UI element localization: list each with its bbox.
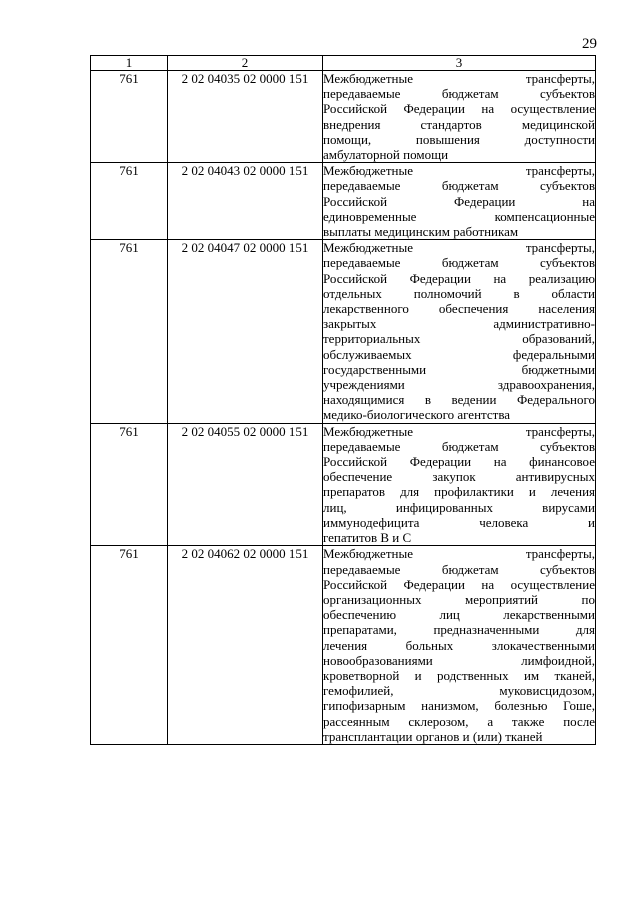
table-row [91, 546, 596, 745]
description-line: Российской Федерации на [323, 193, 595, 209]
description-line: выплаты медицинским работникам [323, 224, 519, 240]
description-line: государственными бюджетными [323, 361, 595, 377]
description-line: иммунодефицита человека и [323, 514, 595, 530]
budget-classification-code-cell: 2 02 04043 02 0000 151 [168, 163, 323, 240]
admin-code-cell: 761 [91, 71, 168, 163]
budget-classification-code-cell: 2 02 04055 02 0000 151 [168, 423, 323, 546]
description-line: помощи, повышения доступности [323, 131, 595, 147]
description-line: обслуживаемых федеральными [323, 346, 595, 362]
description-line: кроветворной и родственных им тканей, [323, 667, 595, 683]
description-cell [323, 163, 596, 240]
description-line: территориальных образований, [323, 331, 595, 347]
description-line: Российской Федерации на осуществление [323, 576, 595, 592]
admin-code-cell: 761 [91, 240, 168, 423]
budget-classification-code-cell: 2 02 04035 02 0000 151 [168, 71, 323, 163]
description-line: передаваемые бюджетам субъектов [323, 255, 595, 271]
description-line: единовременные компенсационные [323, 208, 595, 224]
description-line: отдельных полномочий в области [323, 285, 595, 301]
description-line: препаратами, предназначенными для [323, 622, 595, 638]
budget-classification-code-cell: 2 02 04062 02 0000 151 [168, 546, 323, 745]
description-line: рассеянным склерозом, а также после [323, 713, 595, 729]
description-line: передаваемые бюджетам субъектов [323, 438, 595, 454]
description-line: Межбюджетные трансферты, [323, 163, 595, 179]
description-line: новообразованиями лимфоидной, [323, 652, 595, 668]
admin-code-cell: 761 [91, 423, 168, 546]
description-line: трансплантации органов и (или) тканей [323, 728, 543, 744]
description-line: закрытых административно- [323, 316, 595, 332]
description-line: Межбюджетные трансферты, [323, 546, 595, 562]
page-number: 29 [582, 36, 597, 52]
description-line: организационных мероприятий по [323, 591, 595, 607]
header-col-3: 3 [323, 56, 596, 71]
description-line: лекарственного обеспечения населения [323, 301, 595, 317]
description-line: передаваемые бюджетам субъектов [323, 86, 595, 102]
description-line: лечения больных злокачественными [323, 637, 595, 653]
description-line: передаваемые бюджетам субъектов [323, 178, 595, 194]
description-line: Российской Федерации на финансовое [323, 454, 595, 470]
admin-code-cell: 761 [91, 546, 168, 745]
description-line: передаваемые бюджетам субъектов [323, 561, 595, 577]
table-header-row [91, 56, 596, 71]
header-col-2: 2 [168, 56, 323, 71]
budget-classification-code-cell: 2 02 04047 02 0000 151 [168, 240, 323, 423]
description-line: Российской Федерации на реализацию [323, 270, 595, 286]
description-line: внедрения стандартов медицинской [323, 116, 595, 132]
description-line: амбулаторной помощи [323, 147, 449, 163]
description-line: гипофизарным нанизмом, болезнью Гоше, [323, 698, 595, 714]
description-line: находящимися в ведении Федерального [323, 392, 595, 408]
description-cell [323, 240, 596, 423]
description-line: Межбюджетные трансферты, [323, 71, 595, 86]
description-line: лиц, инфицированных вирусами [323, 499, 595, 515]
description-cell [323, 71, 596, 163]
table-row [91, 163, 596, 240]
table-row [91, 240, 596, 423]
description-line: гепатитов В и С [323, 530, 412, 546]
table-row [91, 423, 596, 546]
description-line: медико-биологического агентства [323, 407, 511, 423]
description-line: обеспечение закупок антивирусных [323, 469, 595, 485]
table-row [91, 71, 596, 163]
description-line: Российской Федерации на осуществление [323, 101, 595, 117]
admin-code-cell: 761 [91, 163, 168, 240]
header-col-1: 1 [91, 56, 168, 71]
description-line: обеспечению лиц лекарственными [323, 607, 595, 623]
description-line: препаратов для профилактики и лечения [323, 484, 595, 500]
budget-codes-table [90, 55, 596, 745]
description-line: учреждениями здравоохранения, [323, 377, 595, 393]
description-line: Межбюджетные трансферты, [323, 423, 595, 439]
description-cell [323, 423, 596, 546]
description-cell [323, 546, 596, 745]
description-line: гемофилией, муковисцидозом, [323, 683, 595, 699]
description-line: Межбюджетные трансферты, [323, 240, 595, 256]
